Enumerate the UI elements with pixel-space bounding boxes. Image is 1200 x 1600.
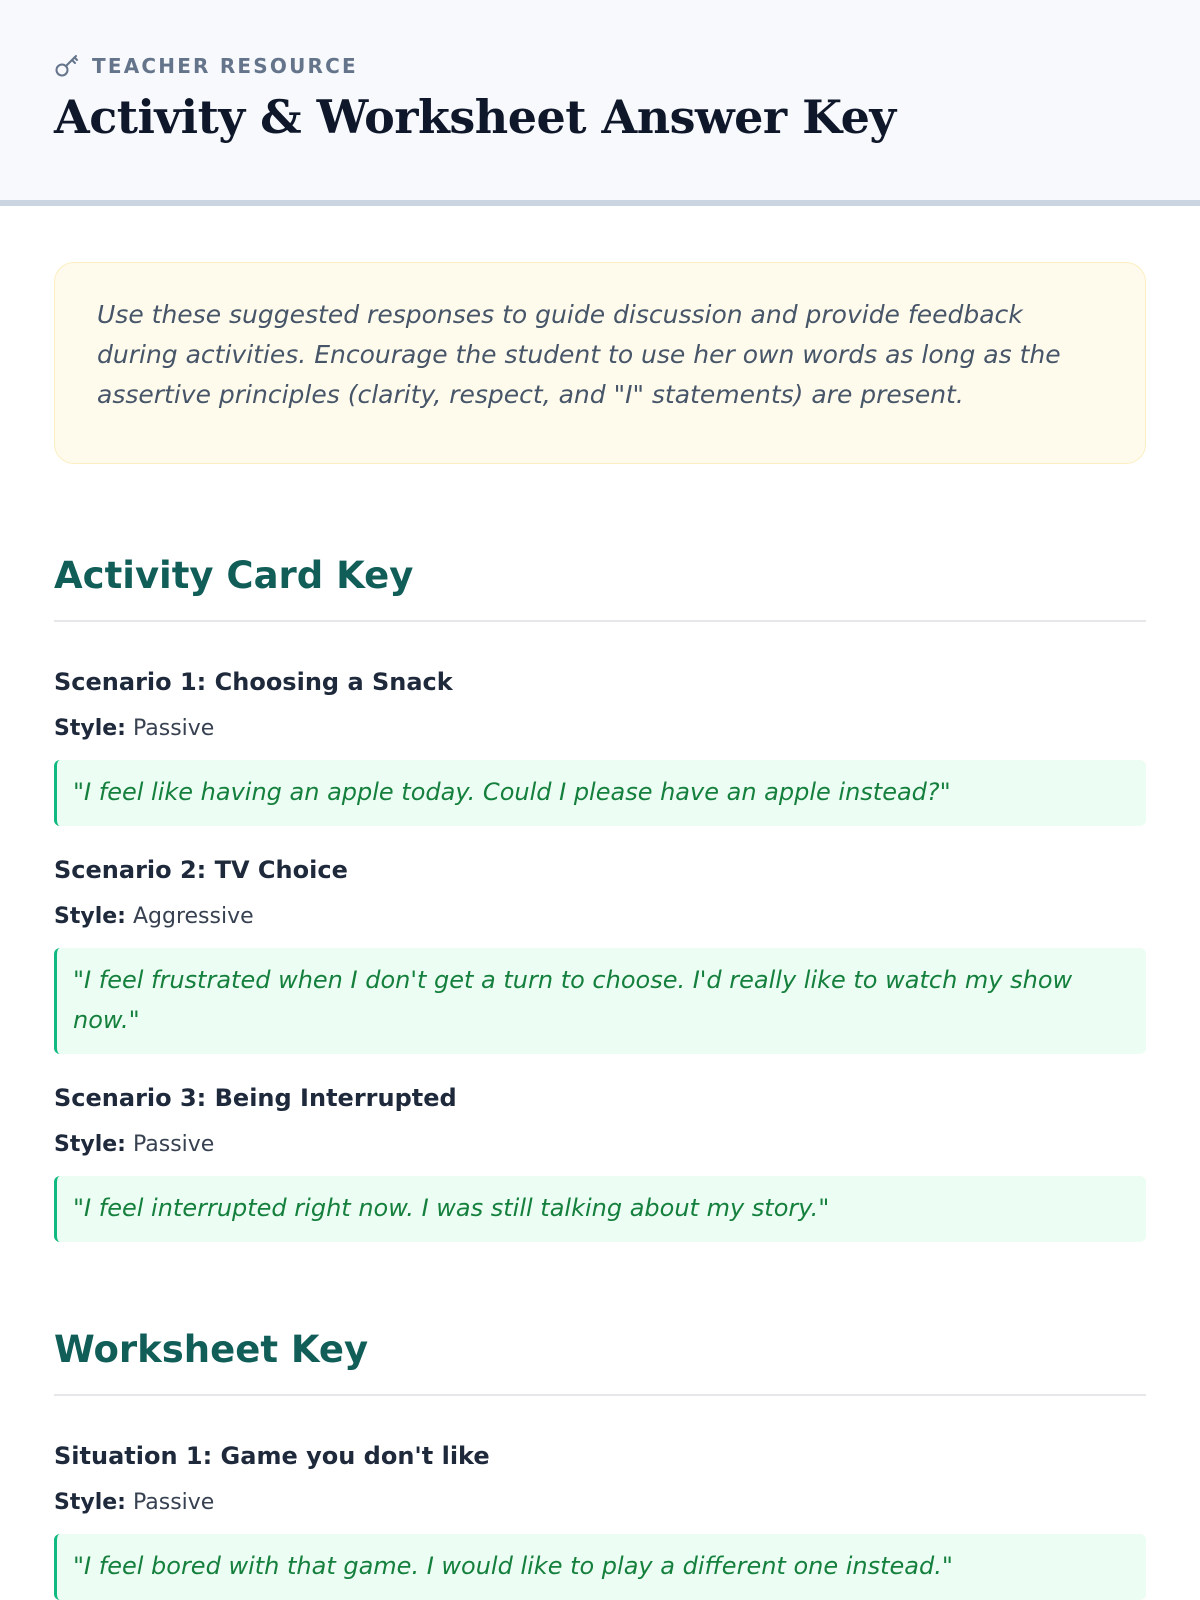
page-header (0, 0, 1200, 206)
section-title: Activity Card Key (54, 553, 414, 597)
scenario-item (54, 854, 1146, 1054)
item-title: Scenario 2: TV Choice (54, 856, 348, 884)
scenario-item (54, 1082, 1146, 1242)
eyebrow (54, 52, 1146, 80)
style-value: Aggressive (132, 904, 254, 929)
item-title: Scenario 3: Being Interrupted (54, 1084, 457, 1112)
style-value: Passive (132, 1132, 215, 1157)
style-value: Passive (132, 716, 215, 741)
eyebrow-label: TEACHER RESOURCE (92, 54, 358, 78)
style-line (54, 1130, 1146, 1160)
intro-callout (54, 262, 1146, 464)
activity-card-key-section (54, 544, 1146, 1242)
answer-block: "I feel like having an apple today. Could I please have an apple instead?" (54, 760, 1146, 826)
style-label: Style: (54, 1490, 126, 1515)
section-divider (54, 1394, 1146, 1396)
answer-block: "I feel interrupted right now. I was still talking about my story." (54, 1176, 1146, 1242)
situation-item (54, 1440, 1146, 1600)
answer-block: "I feel frustrated when I don't get a turn to choose. I'd really like to watch my show now." (54, 948, 1146, 1054)
style-label: Style: (54, 716, 126, 741)
main-content (0, 262, 1200, 1600)
section-divider (54, 620, 1146, 622)
intro-text: Use these suggested responses to guide discussion and provide feedback during activities. Encourage the student to use her own words as long as the assertive principles (clarity, respect, and "I" statements) are present. (97, 300, 1061, 409)
key-icon (54, 53, 80, 79)
item-title: Scenario 1: Choosing a Snack (54, 668, 453, 696)
worksheet-key-section (54, 1318, 1146, 1600)
style-label: Style: (54, 1132, 126, 1157)
section-title: Worksheet Key (54, 1327, 369, 1371)
style-label: Style: (54, 904, 126, 929)
scenario-item (54, 666, 1146, 826)
style-line (54, 714, 1146, 744)
page-title: Activity & Worksheet Answer Key (54, 90, 896, 144)
style-value: Passive (132, 1490, 215, 1515)
style-line (54, 902, 1146, 932)
style-line (54, 1488, 1146, 1518)
item-title: Situation 1: Game you don't like (54, 1442, 490, 1470)
answer-block: "I feel bored with that game. I would like to play a different one instead." (54, 1534, 1146, 1600)
